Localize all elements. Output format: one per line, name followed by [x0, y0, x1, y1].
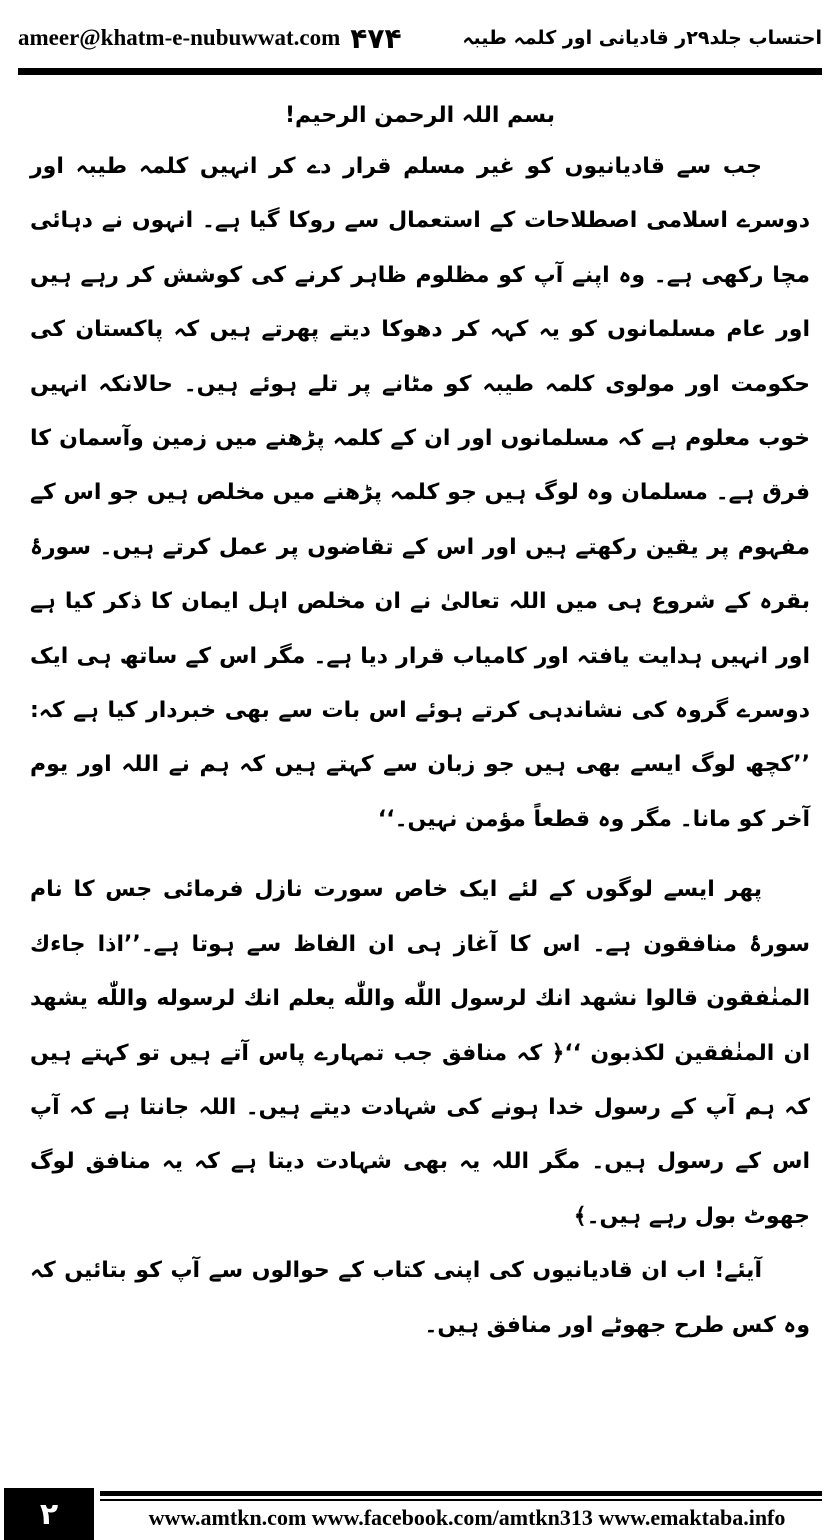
footer-divider-thin: [100, 1499, 822, 1501]
basmala: بسم اللہ الرحمن الرحیم!: [284, 103, 556, 128]
paragraph-2: پھر ایسے لوگوں کے لئے ایک خاص سورت نازل فرمائی جس کا نام سورۂ منافقون ہے۔ اس کا آغاز ہی ان الفاظ سے ہوتا ہے۔’’اذا جاءك المنٰفقون قالوا نشهد انك لرسول اللّٰه واللّٰه يعلم انك لرسوله واللّٰه يشهد ان المنٰفقين لكذبون ‘‘﴿ کہ منافق جب تمہارے پاس آتے ہیں تو کہتے ہیں کہ ہم آپ کے رسول خدا ہونے کی شہادت دیتے ہیں۔ اللہ جانتا ہے کہ آپ اس کے رسول ہیں۔ مگر اللہ یہ بھی شہادت دیتا ہے کہ یہ منافق لوگ جھوٹ بول رہے ہیں۔﴾: [30, 877, 810, 1229]
page-header: [18, 8, 822, 68]
footer-links[interactable]: www.amtkn.com www.facebook.com/amtkn313 www.emaktaba.info: [148, 1505, 786, 1530]
paragraph-1: جب سے قادیانیوں کو غیر مسلم قرار دے کر انہیں کلمہ طیبہ اور دوسرے اسلامی اصطلاحات کے استعمال سے روکا گیا ہے۔ انہوں نے دہائی مچا رکھی ہے۔ وہ اپنے آپ کو مظلوم ظاہر کرنے کی کوشش کر رہے ہیں اور عام مسلمانوں کو یہ کہہ کر دھوکا دیتے پھرتے ہیں کہ پاکستان کی حکومت اور مولوی کلمہ طیبہ کو مٹانے پر تلے ہوئے ہیں۔ حالانکہ انہیں خوب معلوم ہے کہ مسلمانوں اور ان کے کلمہ پڑھنے میں زمین وآسمان کا فرق ہے۔ مسلمان وہ لوگ ہیں جو کلمہ پڑھنے میں مخلص ہیں جو اس کے مفہوم پر یقین رکھتے ہیں اور اس کے تقاضوں پر عمل کرتے ہیں۔ سورۂ بقرہ کے شروع ہی میں اللہ تعالیٰ نے ان مخلص اہل ایمان کا ذکر کیا ہے اور انہیں ہدایت یافتہ اور کامیاب قرار دیا ہے۔ مگر اس کے ساتھ ہی ایک دوسرے گروہ کی نشاندہی کرتے ہوئے اس بات سے بھی خبردار کیا ہے کہ: ’’کچھ لوگ ایسے بھی ہیں جو زبان سے کہتے ہیں کہ ہم نے اللہ اور یوم آخر کو مانا۔ مگر وہ قطعاً مؤمن نہیں۔‘‘: [30, 154, 810, 832]
footer-divider-thick: [100, 1491, 822, 1496]
paragraph-3: آیئے! اب ان قادیانیوں کی اپنی کتاب کے حوالوں سے آپ کو بتائیں کہ وہ کس طرح جھوٹے اور منافق ہیں۔: [30, 1258, 810, 1338]
header-email[interactable]: ameer@khatm-e-nubuwwat.com: [18, 25, 341, 50]
header-divider: [18, 68, 822, 75]
header-page-number: ۴۷۴: [350, 21, 402, 55]
page-content: [30, 92, 810, 1353]
header-email-group: [18, 22, 402, 55]
header-book-title: احتساب جلد۲۹ر قادیانی اور کلمہ طیبہ: [462, 27, 822, 49]
footer-page-number: ۲: [4, 1488, 94, 1540]
paragraph-gap: [30, 847, 810, 863]
